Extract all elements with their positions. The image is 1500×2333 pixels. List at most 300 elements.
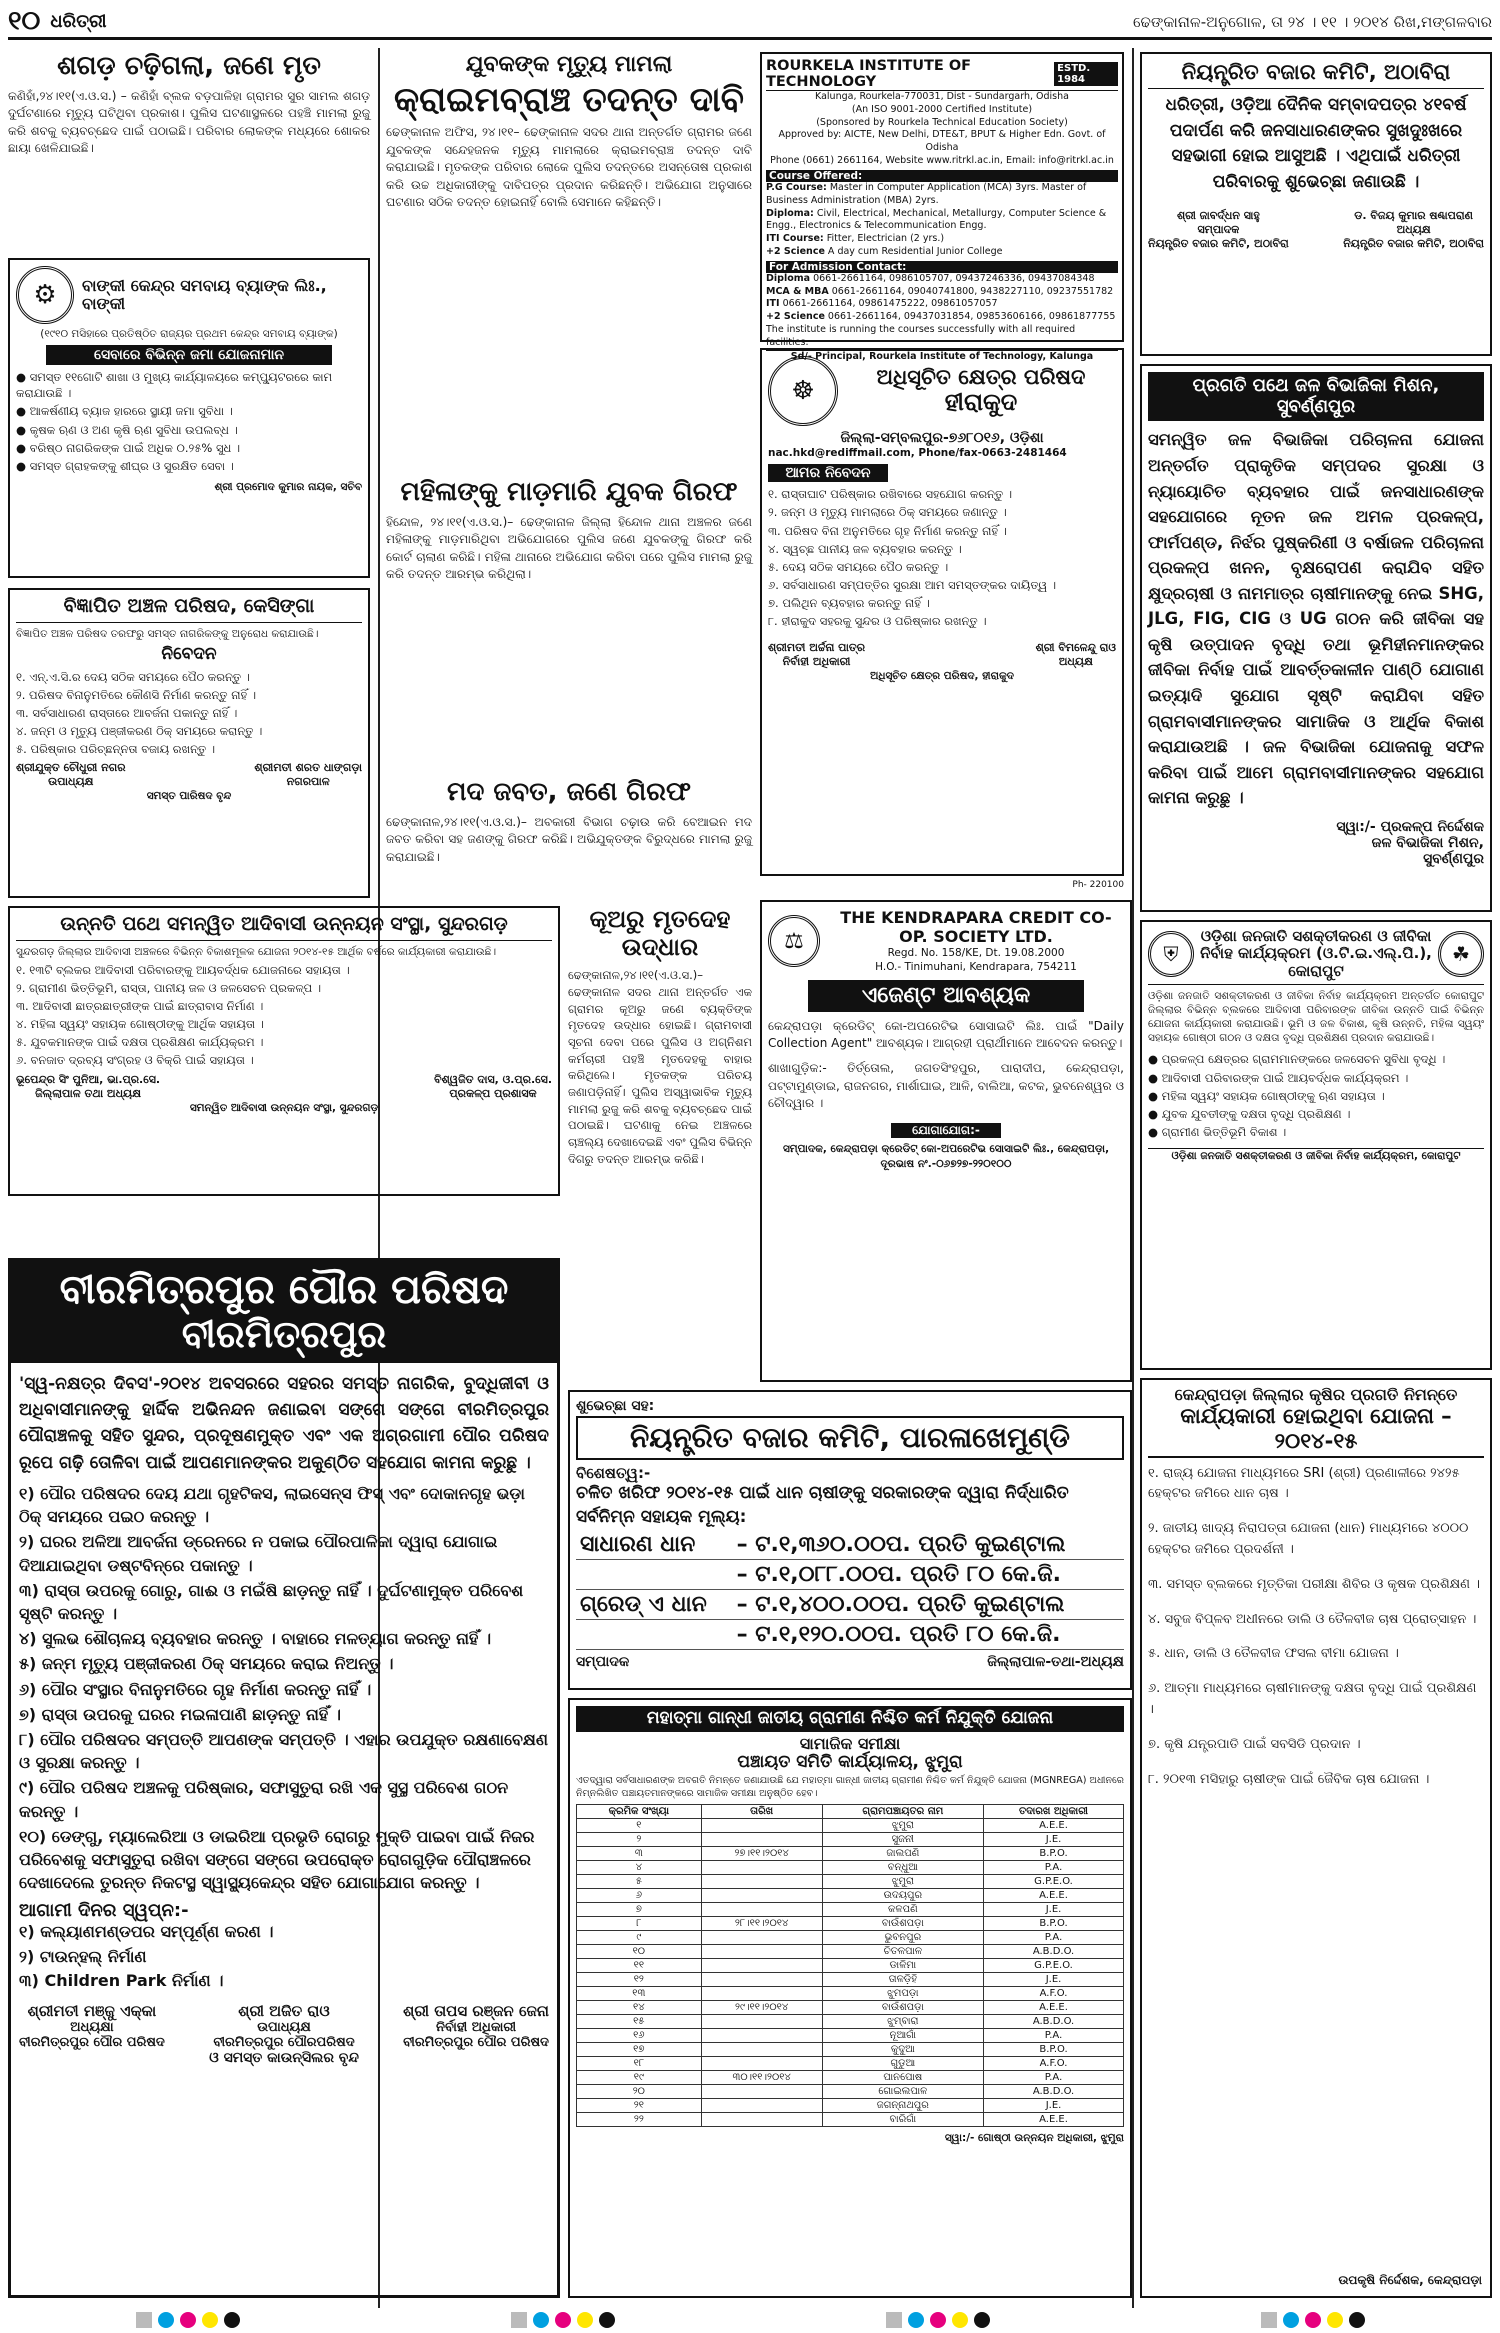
notice-list — [19, 1482, 549, 1894]
signatory-role: ସମ୍ପାଦକ — [576, 1653, 630, 1670]
otelp-koraput-ad — [1140, 920, 1492, 1370]
info-key: Diploma — [766, 272, 811, 284]
table-cell — [701, 1945, 822, 1959]
table-row — [577, 2001, 1124, 2015]
ad-intro: ଏତଦ୍ୱାରା ସର୍ବସାଧାରଣଙ୍କ ଅବଗତି ନିମନ୍ତେ ଜଣାଯାଉଛି ଯେ ମହାତ୍ମା ଗାନ୍ଧୀ ଜାତୀୟ ଗ୍ରାମୀଣ ନିଶ୍ଚିତ କର୍ମ ନିଯୁକ୍ତି ଯୋଜନା (MGNREGA) ଅଧୀନରେ ନିମ୍ନଲିଖିତ ପଞ୍ଚାୟତମାନଙ୍କରେ ସାମାଜିକ ସମୀକ୍ଷା ଅନୁଷ୍ଠିତ ହେବ। — [576, 1775, 1124, 1800]
table-row — [577, 2015, 1124, 2029]
address-line: (Sponsored by Rourkela Technical Education Society) — [816, 116, 1068, 128]
table-cell: ୧୬ — [577, 2029, 702, 2043]
news-cart-accident — [8, 52, 370, 282]
table-row — [576, 1530, 1124, 1560]
color-bar — [1261, 2312, 1365, 2328]
ad-footer: ଅଧିସୂଚିତ କ୍ଷେତ୍ର ପରିଷଦ, ହୀରାକୁଦ — [870, 670, 1014, 683]
ad-title: ଓଡ଼ିଶା ଜନଜାତି ସଶକ୍ତୀକରଣ ଓ ଜୀବିକା ନିର୍ବାହ କାର୍ଯ୍ୟକ୍ରମ (ଓ.ଟି.ଇ.ଏଲ୍.ପି.), କୋରାପୁଟ — [1200, 927, 1432, 980]
ad-banner: ସେବାରେ ବିଭିନ୍ନ ଜମା ଯୋଜନାମାନ — [46, 345, 332, 365]
dateline: ଢେଙ୍କାନାଳ-ଅନୁଗୋଳ, ତା ୨୪ । ୧୧ । ୨୦୧୪ ରିଖ,ମଙ୍ଗଳବାର — [1133, 12, 1492, 31]
info-value: A day cum Residential Junior College — [827, 245, 1003, 257]
table-cell: J.E. — [984, 1973, 1124, 1987]
list-item: ୩. ପରିଷଦ ବିନା ଅନୁମତିରେ ଗୃହ ନିର୍ମାଣ କରନ୍ତୁ ନାହିଁ । — [768, 523, 1007, 538]
kendrapara-credit-ad — [760, 900, 1132, 1382]
color-dot — [577, 2312, 593, 2328]
notice-heading: ନିବେଦନ — [161, 644, 217, 665]
bank-logo-icon: ⚙ — [16, 266, 74, 324]
course-list — [766, 182, 1118, 259]
table-cell: P.A. — [984, 1861, 1124, 1875]
signatory-name: ଶ୍ରୀ ବିମଳେନ୍ଦୁ ରାଓ — [1035, 641, 1116, 655]
table-cell: ୨୯।୧୧।୨୦୧୪ — [701, 2001, 822, 2015]
table-cell: ୧୨ — [577, 1973, 702, 1987]
table-row — [576, 1559, 1124, 1589]
ad-body: ଚଳିତ ଖରିଫ ୨୦୧୪-୧୫ ପାଇଁ ଧାନ ଚାଷୀଙ୍କୁ ସରକାରଙ୍କ ଦ୍ୱାରା ନିର୍ଦ୍ଧାରିତ ସର୍ବନିମ୍ନ ସହାୟକ ମୂଲ୍ୟ: — [576, 1483, 1069, 1527]
contact-info: nac.hkd@rediffmail.com, Phone/fax-0663-2481464 — [768, 447, 1067, 460]
table-row — [577, 2071, 1124, 2085]
grey-swatch — [511, 2312, 527, 2328]
info-key: P.G Course: — [766, 181, 827, 193]
signatory-name: ଭୂପେନ୍ଦ୍ର ସିଂ ପୁନିଆ, ଭା.ପ୍ର.ସେ. — [16, 1072, 161, 1086]
hirakud-nac-ad — [760, 348, 1124, 876]
color-dot — [1349, 2312, 1365, 2328]
district: ଜିଲ୍ଲା-ସମ୍ବଲପୁର-୭୬୮୦୧୬, ଓଡ଼ିଶା — [840, 430, 1044, 446]
ad-body: ଓଡ଼ିଶା ଜନଜାତି ସଶକ୍ତୀକରଣ ଓ ଜୀବିକା ନିର୍ବାହ କାର୍ଯ୍ୟକ୍ରମ ଅନ୍ତର୍ଗତ କୋରାପୁଟ ଜିଲ୍ଲାର ବିଭିନ୍ନ ବ୍ଲକରେ ଆଦିବାସୀ ପରିବାରଙ୍କ ଜୀବିକା ଉନ୍ନତି ପାଇଁ ବିଭିନ୍ନ ଯୋଜନା କାର୍ଯ୍ୟକାରୀ କରାଯାଉଛି। ଭୂମି ଓ ଜଳ ବିକାଶ, କୃଷି ଉନ୍ନତି, ମହିଳା ସ୍ୱୟଂ ସହାୟକ ଗୋଷ୍ଠୀ ଗଠନ ଓ ଦକ୍ଷତା ବୃଦ୍ଧି ପ୍ରଶିକ୍ଷଣ ପ୍ରଦାନ କରାଯାଉଛି। — [1148, 989, 1484, 1045]
table-row — [577, 2085, 1124, 2099]
signature: ଶ୍ରୀ ପ୍ରମୋଦ କୁମାର ନାୟକ, ସଚିବ — [214, 480, 362, 493]
table-cell — [701, 2029, 822, 2043]
table-cell: ୧୪ — [577, 2001, 702, 2015]
news-youth-arrested — [386, 478, 752, 768]
info-row — [766, 246, 1118, 259]
ad-title-place: ହୀରାକୁଦ — [944, 388, 1018, 417]
info-row — [766, 182, 1118, 208]
color-bar — [511, 2312, 615, 2328]
signatory-name: ଶ୍ରୀମତୀ ଅର୍ଚ୍ଚନା ପାତ୍ର — [768, 641, 866, 655]
signatory-role: ଅଧ୍ୟକ୍ଷ — [1058, 655, 1093, 669]
list-item: ୧) ପୌର ପରିଷଦର ଦେୟ ଯଥା ଗୃହଟିକସ, ଲାଇସେନ୍ସ ଫିସ୍ ଏବଂ ଦୋକାନଗୃହ ଭଡ଼ା ଠିକ୍ ସମୟରେ ପଇଠ କରନ୍ତୁ । — [19, 1484, 525, 1527]
list-item: ୫. ଧାନ, ଡାଲି ଓ ତୈଳବୀଜ ଫସଲ ବୀମା ଯୋଜନା । — [1148, 1646, 1399, 1662]
emblem-icon: ⛨ — [1148, 931, 1194, 977]
list-item: ୧. ରାଜ୍ୟ ଯୋଜନା ମାଧ୍ୟମରେ SRI (ଶ୍ରୀ) ପ୍ରଣାଳୀରେ ୨୪୨୫ ହେକ୍ଟର ଜମିରେ ଧାନ ଚାଷ । — [1148, 1465, 1460, 1502]
table-cell: ୪ — [577, 1861, 702, 1875]
info-key: ITI — [766, 298, 780, 310]
signatory-org: ବୀରମିତ୍ରପୁର ପୌର ପରିଷଦ — [19, 2035, 165, 2051]
table-cell: ୨୭।୧୧।୨୦୧୪ — [701, 1847, 822, 1861]
signatory-role: ଅଧ୍ୟକ୍ଷ — [1396, 223, 1431, 237]
table-cell: ୨୦ — [577, 2085, 702, 2099]
scheme-list — [16, 962, 552, 1069]
table-row — [576, 1619, 1124, 1649]
kicker: ଯୁବକଙ୍କ ମୃତ୍ୟୁ ମାମଲା — [465, 52, 673, 77]
table-row — [577, 2099, 1124, 2113]
notice-heading: ଆମର ନିବେଦନ — [768, 464, 888, 482]
contact-info: ସମ୍ପାଦକ, କେନ୍ଦ୍ରାପଡ଼ା କ୍ରେଡିଟ୍ କୋ-ଅପରେଟିଭ ସୋସାଇଟି ଲିଃ., କେନ୍ଦ୍ରାପଡ଼ା, ଦୂରଭାଷ ନଂ.-୦୬୭୨୭-୨୨୦୧୦୦ — [782, 1143, 1110, 1170]
list-item: ୩. ସମସ୍ତ ବ୍ଲକରେ ମୃତ୍ତିକା ପରୀକ୍ଷା ଶିବିର ଓ କୃଷକ ପ୍ରଶିକ୍ଷଣ । — [1148, 1576, 1480, 1592]
banki-bank-ad — [8, 258, 370, 578]
table-cell — [701, 2057, 822, 2071]
info-value: 0661-2661164, 09040741800, 9438227110, 09237551782 — [831, 285, 1114, 297]
table-cell: A.F.O. — [984, 2057, 1124, 2071]
emblem-icon: ☘ — [1438, 931, 1484, 977]
ad-footer: ଓଡ଼ିଶା ଜନଜାତି ସଶକ୍ତୀକରଣ ଓ ଜୀବିକା ନିର୍ବାହ କାର୍ଯ୍ୟକ୍ରମ, କୋରାପୁଟ — [1148, 1148, 1484, 1163]
article-body: କଣିହାଁ,୨୪।୧୧(ଏ.ଓ.ସ.) – କଣିହାଁ ବ୍ଲକ ବଡ଼ପାଳିହା ଗ୍ରାମର ସୁର ସାମଲ ଶଗଡ଼ ଦୁର୍ଘଟଣାରେ ମୃତ୍ୟୁ ଘଟିଥିବା ପ୍ରକାଶ। ପୁଲିସ ଘଟଣାସ୍ଥଳରେ ପହଞ୍ଚି ମାମଲା ରୁଜୁ କରି ଶବକୁ ବ୍ୟବଚ୍ଛେଦ ପାଇଁ ପଠାଇଛି। ପରିବାର ଲୋକଙ୍କ ମଧ୍ୟରେ ଶୋକର ଛାୟା ଖେଳିଯାଇଛି। — [8, 88, 370, 156]
address-line: Kalunga, Rourkela-770031, Dist - Sundargarh, Odisha — [815, 91, 1069, 102]
table-cell — [701, 2015, 822, 2029]
print-registration-marks — [0, 2306, 1500, 2333]
info-row — [766, 286, 1118, 299]
list-item: ୪. ସ୍ୱଚ୍ଛ ପାନୀୟ ଜଳ ବ୍ୟବହାର କରନ୍ତୁ । — [768, 541, 962, 556]
list-item: ୨. ଗ୍ରାମୀଣ ଭିତ୍ତିଭୂମି, ରାସ୍ତା, ପାନୀୟ ଜଳ ଓ ଜଳସେଚନ ପ୍ରକଳ୍ପ । — [16, 981, 322, 996]
signatory-org: ନିୟନ୍ତ୍ରିତ ବଜାର କମିଟି, ଅଠାବିରା — [1343, 237, 1484, 251]
list-item: ୧. ଏନ୍.ଏ.ସି.ର ଦେୟ ସଠିକ ସମୟରେ ପୈଠ କରନ୍ତୁ । — [16, 669, 250, 684]
table-cell: ଝୁମୁରା — [822, 1875, 983, 1889]
table-cell: ବନ୍ଧୁଆ — [822, 1861, 983, 1875]
list-item: ୩) Children Park ନିର୍ମାଣ । — [19, 1971, 224, 1991]
list-item: ● ପ୍ରକଳ୍ପ କ୍ଷେତ୍ରର ଗ୍ରାମମାନଙ୍କରେ ଜଳସେଚନ ସୁବିଧା ବୃଦ୍ଧି । — [1148, 1052, 1446, 1067]
table-cell: କଳପଣି — [822, 1903, 983, 1917]
ad-intro: 'ସ୍ୱ-ନକ୍ଷତ୍ର ଦିବସ'-୨୦୧୪ ଅବସରରେ ସହରର ସମସ୍ତ ନାଗରିକ, ବୁଦ୍ଧିଜୀବୀ ଓ ଅଧିବାସୀମାନଙ୍କୁ ହାର୍ଦ୍ଦିକ ଅଭିନନ୍ଦନ ଜଣାଇବା ସଙ୍ଗେ ସଙ୍ଗେ ବୀରମିତ୍ରପୁର ପୌରାଞ୍ଚଳକୁ ସହିତ ସୁନ୍ଦର, ପ୍ରଦୂଷଣମୁକ୍ତ ଏବଂ ଏକ ଅଗ୍ରଗାମୀ ପୌର ପରିଷଦ ରୂପେ ଗଢ଼ି ତୋଳିବା ପାଇଁ ଆପଣମାନଙ୍କର ଅକୁଣ୍ଠିତ ସହଯୋଗ କାମନା କରୁଛୁ । — [19, 1373, 549, 1473]
grade-cell: ଗ୍ରେଡ୍ ଏ ଧାନ — [576, 1589, 733, 1619]
table-cell: J.E. — [984, 1903, 1124, 1917]
signatory-role: ଜିଲ୍ଲାପାଳ ତଥା ଅଧ୍ୟକ୍ଷ — [35, 1086, 142, 1100]
table-cell — [701, 1833, 822, 1847]
table-cell: ୫ — [577, 1875, 702, 1889]
info-key: +2 Science — [766, 245, 825, 257]
list-item: ୨. ଜାତୀୟ ଖାଦ୍ୟ ନିରାପତ୍ତା ଯୋଜନା (ଧାନ) ମାଧ୍ୟମରେ ୪୦୦୦ ହେକ୍ଟର ଜମିରେ ପ୍ରଦର୍ଶନୀ । — [1148, 1521, 1469, 1558]
color-dot — [180, 2312, 196, 2328]
color-dot — [1283, 2312, 1299, 2328]
table-cell: ୨୧ — [577, 2099, 702, 2113]
signature-place: ସୁବର୍ଣ୍ଣପୁର — [1423, 850, 1484, 867]
info-row — [766, 311, 1118, 324]
signature: ସ୍ୱା:/- ପ୍ରକଳ୍ପ ନିର୍ଦ୍ଦେଶକ — [1336, 818, 1484, 835]
table-cell — [701, 1819, 822, 1833]
table-row — [577, 2113, 1124, 2127]
signatory-name: ଶ୍ରୀମତୀ ଶରତ ଧାଙ୍ଗଡ଼ା — [254, 761, 362, 775]
headline: ଶଗଡ଼ ଚଢ଼ିଗଲା, ଜଣେ ମୃତ — [57, 51, 321, 81]
table-row — [577, 2043, 1124, 2057]
table-cell: ସୁଜନୀ — [822, 1833, 983, 1847]
color-dot — [930, 2312, 946, 2328]
signatory-name: ଶ୍ରୀ ଜାବର୍ଦ୍ଧନ ସାହୁ — [1176, 209, 1260, 223]
list-item: ୧୦) ଡେଙ୍ଗୁ, ମ୍ୟାଲେରିଆ ଓ ଡାଇରିଆ ପ୍ରଭୃତି ରୋଗରୁ ମୁକ୍ତି ପାଇବା ପାଇଁ ନିଜର ପରିବେଶକୁ ସଫାସୁତୁରା ରଖିବା ସଙ୍ଗେ ସଙ୍ଗେ ଉପରୋକ୍ତ ରୋଗଗୁଡ଼ିକ ପୌରାଞ୍ଚଳରେ ଦେଖାଦେଲେ ତୁରନ୍ତ ନିକଟସ୍ଥ ସ୍ୱାସ୍ଥ୍ୟକେନ୍ଦ୍ର ସହିତ ଯୋଗାଯୋଗ କରନ୍ତୁ । — [19, 1826, 535, 1893]
list-item: ● ଆଦିବାସୀ ପରିବାରଙ୍କ ପାଇଁ ଆୟବର୍ଦ୍ଧକ କାର୍ଯ୍ୟକ୍ରମ । — [1148, 1070, 1409, 1085]
table-cell — [701, 1889, 822, 1903]
table-cell: ୧୮ — [577, 2057, 702, 2071]
ad-title: ଅଧିସୂଚିତ କ୍ଷେତ୍ର ପରିଷଦ — [876, 365, 1086, 390]
signatory-name: ଶ୍ରୀଯୁକ୍ତ ଚୌଧୁରୀ ନଗର — [16, 761, 126, 775]
table-cell: A.E.E. — [984, 1889, 1124, 1903]
info-key: ITI Course: — [766, 233, 824, 245]
headline: ମହିଳାଙ୍କୁ ମାଡ଼ମାରି ଯୁବକ ଗିରଫ — [400, 477, 738, 507]
ad-title: ନିୟନ୍ତ୍ରିତ ବଜାର କମିଟି, ଅଠାବିରା — [1181, 60, 1451, 84]
signatory-role: ସମ୍ପାଦକ — [1197, 223, 1240, 237]
table-row — [577, 1903, 1124, 1917]
ad-subtitle: (୧୯୧୦ ମସିହାରେ ପ୍ରତିଷ୍ଠିତ ରାଜ୍ୟର ପ୍ରଥମ କେନ୍ଦ୍ର ସମବାୟ ବ୍ୟାଙ୍କ) — [40, 328, 338, 340]
signatory-role: ନିର୍ବାହୀ ଅଧିକାରୀ — [782, 655, 851, 669]
ad-subtitle: ସାମାଜିକ ସମୀକ୍ଷା — [799, 1733, 901, 1753]
ad-office: ପଞ୍ଚାୟତ ସମିତି କାର୍ଯ୍ୟାଳୟ, ଝୁମୁରା — [737, 1751, 963, 1772]
table-row — [577, 1973, 1124, 1987]
society-logo-icon: ⚖ — [768, 915, 820, 967]
table-cell: ଜାଲପଣି — [822, 1847, 983, 1861]
table-row — [577, 1959, 1124, 1973]
list-item: ୧) କଲ୍ୟାଣମଣ୍ଡପର ସମ୍ପୂର୍ଣ୍ଣ କରଣ । — [19, 1922, 274, 1942]
list-item: ୬. ବନଜାତ ଦ୍ରବ୍ୟ ସଂଗ୍ରହ ଓ ବିକ୍ରି ପାଇଁ ସହାୟତା । — [16, 1053, 254, 1068]
article-body: ଢେଙ୍କାନାଳ,୨୪।୧୧(ଏ.ଓ.ସ.)– ଅବକାରୀ ବିଭାଗ ଚଢ଼ାଉ କରି ବେଆଇନ ମଦ ଜବତ କରିବା ସହ ଜଣଙ୍କୁ ଗିରଫ କରିଛି। ଅଭିଯୁକ୍ତଙ୍କ ବିରୁଦ୍ଧରେ ମାମଲା ରୁଜୁ କରାଯାଇଛି। — [386, 814, 752, 864]
list-item: ୫. ଦେୟ ସଠିକ ସମୟରେ ପୈଠ କରନ୍ତୁ । — [768, 559, 949, 574]
list-item: ୬. ଆତ୍ମା ମାଧ୍ୟମରେ ଚାଷୀମାନଙ୍କୁ ଦକ୍ଷତା ବୃଦ୍ଧି ପାଇଁ ପ୍ରଶିକ୍ଷଣ । — [1148, 1681, 1477, 1718]
signatory-org: ନିୟନ୍ତ୍ରିତ ବଜାର କମିଟି, ଅଠାବିରା — [1148, 237, 1289, 251]
table-cell — [701, 2085, 822, 2099]
address-line: (An ISO 9001-2000 Certified Institute) — [851, 103, 1033, 115]
section-label: For Admission Contact: — [766, 261, 1118, 273]
info-row — [766, 273, 1118, 286]
contact-label: ଯୋଗାଯୋଗ:- — [891, 1123, 1001, 1139]
ad-intro: ସୁନ୍ଦରଗଡ଼ ଜିଲ୍ଲାର ଆଦିବାସୀ ଅଞ୍ଚଳରେ ବିଭିନ୍ନ ବିକାଶମୂଳକ ଯୋଜନା ୨୦୧୪-୧୫ ଆର୍ଥିକ ବର୍ଷରେ କାର୍ଯ୍ୟକାରୀ କରାଯାଉଛି। — [16, 945, 497, 958]
ad-code: Ph- 220100 — [1072, 880, 1124, 890]
ad-title: ବାଙ୍କୀ କେନ୍ଦ୍ର ସମବାୟ ବ୍ୟାଙ୍କ ଲିଃ., ବାଙ୍କୀ — [82, 275, 327, 313]
address-line: Phone (0661) 2661164, Website www.ritrkl.ac.in, Email: info@ritrkl.ac.in — [770, 155, 1114, 167]
grey-swatch — [136, 2312, 152, 2328]
kendrapara-agri-ad — [1140, 1378, 1492, 2298]
ad-banner: ଏଜେଣ୍ଟ ଆବଶ୍ୟକ — [808, 980, 1084, 1011]
table-cell: A.B.D.O. — [984, 2085, 1124, 2099]
table-cell: A.E.E. — [984, 1819, 1124, 1833]
list-item: ୫. ଯୁବକମାନଙ୍କ ପାଇଁ ଦକ୍ଷତା ପ୍ରଶିକ୍ଷଣ କାର୍ଯ୍ୟକ୍ରମ । — [16, 1035, 264, 1050]
reg-no: Regd. No. 158/KE, Dt. 19.08.2000 — [887, 947, 1065, 959]
info-row — [766, 233, 1118, 246]
section-label: Course Offered: — [766, 170, 1118, 182]
table-cell: ଡାଳିମା — [822, 1959, 983, 1973]
info-key: +2 Science — [766, 311, 825, 323]
table-cell — [701, 1875, 822, 1889]
table-cell: ୧୩ — [577, 1987, 702, 2001]
table-cell: ୧୫ — [577, 2015, 702, 2029]
future-list — [19, 1921, 549, 1992]
info-value: Master in Computer Application (MCA) 3yrs. Master of Business Administration (MBA) 2yrs. — [766, 181, 1087, 206]
color-dot — [599, 2312, 615, 2328]
table-cell: ୧୦ — [577, 1945, 702, 1959]
paralakhemundi-market-ad — [568, 1390, 1132, 1690]
list-item: ୪. ଜନ୍ମ ଓ ମୃତ୍ୟୁ ପଞ୍ଜୀକରଣ ଠିକ୍ ସମୟରେ କରାନ୍ତୁ । — [16, 723, 263, 738]
head-office: H.O.- Tinimuhani, Kendrapara, 754211 — [875, 961, 1077, 974]
page-number: ୧୦ — [8, 6, 41, 36]
signatory-org: ବୀରମିତ୍ରପୁର ପୌର ପରିଷଦ — [403, 2035, 549, 2051]
list-item: ● ସମସ୍ତ ୧୧ଗୋଟି ଶାଖା ଓ ମୁଖ୍ୟ କାର୍ଯ୍ୟାଳୟରେ କମ୍ପ୍ୟୁଟରରେ କାମ କରାଯାଉଛି । — [16, 370, 333, 401]
table-row — [577, 1861, 1124, 1875]
column-rule — [1132, 48, 1134, 2308]
table-cell: ୧ — [577, 1819, 702, 1833]
table-cell — [701, 1931, 822, 1945]
table-row — [577, 1917, 1124, 1931]
info-value: Fitter, Electrician (2 yrs.) — [826, 233, 945, 245]
color-dot — [952, 2312, 968, 2328]
list-item: ● ସମସ୍ତ ଗ୍ରାହକଙ୍କୁ ଶୀଘ୍ର ଓ ସୁରକ୍ଷିତ ସେବା । — [16, 458, 234, 473]
table-cell: ୬ — [577, 1889, 702, 1903]
article-body: ଢେଙ୍କାନାଳ,୨୪।୧୧(ଏ.ଓ.ସ.)– ଢେଙ୍କାନାଳ ସଦର ଥାନା ଅନ୍ତର୍ଗତ ଏକ ଗ୍ରାମର କୂଅରୁ ଜଣେ ବ୍ୟକ୍ତିଙ୍କ ମୃତଦେହ ଉଦ୍ଧାର ହୋଇଛି। ଗ୍ରାମବାସୀ ସୂଚନା ଦେବା ପରେ ପୁଲିସ ଓ ଅଗ୍ନିଶମ କର୍ମଚାରୀ ପହଞ୍ଚି ମୃତଦେହକୁ ବାହାର କରିଥିଲେ। ମୃତକଙ୍କ ପରିଚୟ ଜଣାପଡ଼ିନାହିଁ। ପୁଲିସ ଅସ୍ୱାଭାବିକ ମୃତ୍ୟୁ ମାମଲା ରୁଜୁ କରି ଶବକୁ ବ୍ୟବଚ୍ଛେଦ ପାଇଁ ପଠାଇଛି। ଘଟଣାକୁ ନେଇ ଅଞ୍ଚଳରେ ଚାଞ୍ଚଲ୍ୟ ଦେଖାଦେଇଛି ଏବଂ ପୁଲିସ ବିଭିନ୍ନ ଦିଗରୁ ତଦନ୍ତ ଆରମ୍ଭ କରିଛି। — [568, 968, 752, 1166]
ad-title: ବିଜ୍ଞାପିତ ଅଞ୍ଚଳ ପରିଷଦ, କେସିଙ୍ଗା — [63, 595, 315, 617]
table-cell — [701, 1959, 822, 1973]
grey-swatch — [1261, 2312, 1277, 2328]
table-cell: J.E. — [984, 1833, 1124, 1847]
list-item: ● ମହିଳା ସ୍ୱୟଂ ସହାୟକ ଗୋଷ୍ଠୀଙ୍କୁ ଋଣ ସହାୟତା । — [1148, 1088, 1385, 1103]
table-cell: P.A. — [984, 2071, 1124, 2085]
table-cell: ୩୦।୧୧।୨୦୧୪ — [701, 2071, 822, 2085]
info-key: MCA & MBA — [766, 285, 829, 297]
color-dot — [555, 2312, 571, 2328]
table-row — [577, 2057, 1124, 2071]
info-row — [766, 298, 1118, 311]
table-cell — [701, 2099, 822, 2113]
list-item: ● କୃଷକ ଋଣ ଓ ଅଣ କୃଷି ଋଣ ସୁବିଧା ଉପଲବ୍ଧ । — [16, 422, 238, 437]
signatory-role: ଉପାଧ୍ୟକ୍ଷ — [257, 2020, 311, 2036]
keshinga-nac-ad — [8, 588, 370, 898]
price-cell: – ଟ.୧,୩୬୦.୦୦ପ. ପ୍ରତି କୁଇଣ୍ଟାଲ — [733, 1530, 1124, 1560]
signatory-role: ଅଧ୍ୟକ୍ଷା — [70, 2020, 114, 2036]
news-crimebranch-demand — [386, 52, 752, 472]
scheme-list — [1148, 1464, 1484, 1791]
ad-title: ଉନ୍ନତି ପଥେ ସମନ୍ୱିତ ଆଦିବାସୀ ଉନ୍ନୟନ ସଂସ୍ଥା, ସୁନ୍ଦରଗଡ଼ — [60, 913, 508, 935]
society-name: THE KENDRAPARA CREDIT CO-OP. SOCIETY LTD. — [840, 908, 1112, 946]
article-body: ଢେଙ୍କାନାଳ ଅଫିସ, ୨୪।୧୧– ଢେଙ୍କାନାଳ ସଦର ଥାନା ଅନ୍ତର୍ଗତ ଗ୍ରାମର ଜଣେ ଯୁବକଙ୍କ ସନ୍ଦେହଜନକ ମୃତ୍ୟୁ ମାମଲାରେ କ୍ରାଇମବ୍ରାଞ୍ଚ ତଦନ୍ତ ଦାବି କରାଯାଇଛି। ମୃତକଙ୍କ ପରିବାର ଲୋକେ ପୁଲିସ ତଦନ୍ତରେ ଅସନ୍ତୋଷ ପ୍ରକାଶ କରି ଉଚ୍ଚ ଅଧିକାରୀଙ୍କୁ ଦାବିପତ୍ର ପ୍ରଦାନ କରିଛନ୍ତି। ଅଭିଯୋଗ ଅନୁସାରେ ଘଟଣାର ସଠିକ ତଦନ୍ତ ହୋଇନାହିଁ ବୋଲି ସେମାନେ କହିଛନ୍ତି। — [386, 125, 752, 209]
table-cell: ବାରିଗାଁ — [822, 2113, 983, 2127]
table-cell: ୭ — [577, 1903, 702, 1917]
table-cell: ଗୁଡୁଆ — [822, 2057, 983, 2071]
ad-footer: ଓ ସମସ୍ତ କାଉନ୍‌ସିଲର ବୃନ୍ଦ — [209, 2050, 359, 2067]
table-cell: ଝୁମ୍ବାରା — [822, 2015, 983, 2029]
table-cell: G.P.E.O. — [984, 1875, 1124, 1889]
table-cell: ଗୋଇଲପାଳ — [822, 2085, 983, 2099]
table-cell — [701, 1987, 822, 2001]
table-cell: ୩ — [577, 1847, 702, 1861]
news-liquor-seized — [386, 778, 752, 898]
price-cell: – ଟ.୧,୦୮୮.୦୦ପ. ପ୍ରତି ୮୦ କେ.ଜି. — [733, 1559, 1124, 1589]
color-dot — [158, 2312, 174, 2328]
institute-name: ROURKELA INSTITUTE OF TECHNOLOGY — [766, 58, 972, 90]
list-item: ୭. ପଲିଥିନ ବ୍ୟବହାର କରନ୍ତୁ ନାହିଁ । — [768, 595, 930, 610]
ad-title: ପ୍ରଗତି ପଥେ ଜଳ ବିଭାଜିକା ମିଶନ, ସୁବର୍ଣ୍ଣପୁର — [1148, 372, 1484, 421]
list-item: ● ଆକର୍ଷଣୀୟ ବ୍ୟାଜ ହାରରେ ସ୍ଥାୟୀ ଜମା ସୁବିଧା । — [16, 404, 233, 419]
price-cell: – ଟ.୧,୪୦୦.୦୦ପ. ପ୍ରତି କୁଇଣ୍ଟାଲ — [733, 1589, 1124, 1619]
info-value: 0661-2661164, 09861475222, 09861057057 — [782, 298, 998, 310]
list-item: ୪) ସୁଲଭ ଶୌଚାଳୟ ବ୍ୟବହାର କରନ୍ତୁ । ବାହାରେ ମଳତ୍ୟାଗ କରନ୍ତୁ ନାହିଁ । — [19, 1629, 492, 1649]
info-value: 0661-2661164, 09437031854, 09853606166, 09861877755 — [827, 311, 1116, 323]
list-item: ୬. ସର୍ବସାଧାରଣ ସମ୍ପତ୍ତିର ସୁରକ୍ଷା ଆମ ସମସ୍ତଙ୍କର ଦାୟିତ୍ୱ । — [768, 577, 1057, 592]
table-cell: ୧୭ — [577, 2043, 702, 2057]
list-item: ୨. ପରିଷଦ ବିନାନୁମତିରେ କୌଣସି ନିର୍ମାଣ କରନ୍ତୁ ନାହିଁ । — [16, 687, 257, 702]
list-item: ● ଯୁବକ ଯୁବତୀଙ୍କୁ ଦକ୍ଷତା ବୃଦ୍ଧି ପ୍ରଶିକ୍ଷଣ । — [1148, 1106, 1351, 1121]
address-line: Approved by: AICTE, New Delhi, DTE&T, BPUT & Higher Edn. Govt. of Odisha — [778, 129, 1106, 154]
ad-subtitle: କେନ୍ଦ୍ରାପଡ଼ା ଜିଲ୍ଲାର କୃଷିର ପ୍ରଗତି ନିମନ୍ତେ — [1174, 1385, 1458, 1404]
ad-footer: ସମସ୍ତ ପାରିଷଦ ବୃନ୍ଦ — [146, 790, 232, 803]
table-cell: P.A. — [984, 2029, 1124, 2043]
headline: କ୍ରାଇମବ୍ରାଞ୍ଚ ତଦନ୍ତ ଦାବି — [394, 80, 744, 121]
color-bar — [136, 2312, 240, 2328]
ad-body: ଧରିତ୍ରୀ, ଓଡ଼ିଆ ଦୈନିକ ସମ୍ବାଦପତ୍ର ୪୧ବର୍ଷ ପଦାର୍ପଣ କରି ଜନସାଧାରଣଙ୍କର ସୁଖଦୁଃଖରେ ସହଭାଗୀ ହୋଇ ଆସୁଅଛି । ଏଥିପାଇଁ ଧରିତ୍ରୀ ପରିବାରକୁ ଶୁଭେଚ୍ଛା ଜଣାଉଛି । — [1165, 95, 1467, 192]
table-cell: ନୂଆଗାଁ — [822, 2029, 983, 2043]
list-item: ୮. ହୀରାକୁଦ ସହରକୁ ସୁନ୍ଦର ଓ ପରିଷ୍କାର ରଖନ୍ତୁ । — [768, 614, 987, 629]
tagline: The institute is running the courses successfully with all required facilities. — [766, 324, 1076, 348]
signatory-name: ଶ୍ରୀମତୀ ମଞ୍ଜୁ ଏକ୍କା — [27, 2002, 157, 2021]
table-cell: ଜଗନ୍ନାଥପୁର — [822, 2099, 983, 2113]
ad-title: ନିୟନ୍ତ୍ରିତ ବଜାର କମିଟି, ପାରଳାଖେମୁଣ୍ଡି — [576, 1416, 1124, 1460]
table-cell: B.P.O. — [984, 2043, 1124, 2057]
signatory-role: ନଗରପାଳ — [286, 775, 330, 789]
list-item: ୧. ୧୩ଟି ବ୍ଲକର ଆଦିବାସୀ ପରିବାରଙ୍କୁ ଆୟବର୍ଦ୍ଧକ ଯୋଜନାରେ ସହାୟତା । — [16, 963, 350, 978]
column-header: କ୍ରମିକ ସଂଖ୍ୟା — [577, 1805, 702, 1819]
ad-footer: ସମନ୍ୱିତ ଆଦିବାସୀ ଉନ୍ନୟନ ସଂସ୍ଥା, ସୁନ୍ଦରଗଡ଼ — [189, 1101, 379, 1114]
mgnrega-social-audit-ad — [568, 1698, 1132, 2298]
table-row — [577, 1931, 1124, 1945]
table-cell — [701, 1861, 822, 1875]
list-item: ୨) ଘରର ଅଳିଆ ଆବର୍ଜନା ଡ୍ରେନରେ ନ ପକାଇ ପୌରପାଳିକା ଦ୍ୱାରା ଯୋଗାଇ ଦିଆଯାଇଥିବା ଡଷ୍ଟବିନ୍‌ରେ ପକାନ୍ତୁ । — [19, 1532, 498, 1575]
table-cell: ୮ — [577, 1917, 702, 1931]
list-item: ୪. ସବୁଜ ବିପ୍ଳବ ଅଧୀନରେ ଡାଲି ଓ ତୈଳବୀଜ ଚାଷ ପ୍ରୋତ୍ସାହନ । — [1148, 1611, 1477, 1627]
signatory-role: ପ୍ରକଳ୍ପ ପ୍ରଶାସକ — [449, 1086, 537, 1100]
table-cell: ୨୮।୧୧।୨୦୧୪ — [701, 1917, 822, 1931]
list-item: ୩) ରାସ୍ତା ଉପରକୁ ଗୋରୁ, ଗାଈ ଓ ମଇଁଷି ଛାଡ଼ନ୍ତୁ ନାହିଁ । ଦୁର୍ଘଟଣାମୁକ୍ତ ପରିବେଶ ସୃଷ୍ଟି କରନ୍ତୁ । — [19, 1580, 524, 1623]
article-body: ହିନ୍ଦୋଳ, ୨୪।୧୧(ଏ.ଓ.ସ.)– ଢେଙ୍କାନାଳ ଜିଲ୍ଲା ହିନ୍ଦୋଳ ଥାନା ଅଞ୍ଚଳର ଜଣେ ମହିଳାଙ୍କୁ ମାଡ଼ମାରିଥିବା ଅଭିଯୋଗରେ ପୁଲିସ ଜଣେ ଯୁବକଙ୍କୁ ଗିରଫ କରି କୋର୍ଟ ଚାଲାଣ କରିଛି। ମହିଳା ଥାନାରେ ଅଭିଯୋଗ କରିବା ପରେ ପୁଲିସ ମାମଲା ରୁଜୁ କରି ତଦନ୍ତ ଆରମ୍ଭ କରିଥିଲା। — [386, 514, 752, 582]
signature: ଉପକୃଷି ନିର୍ଦ୍ଦେଶକ, କେନ୍ଦ୍ରାପଡ଼ା — [1338, 2273, 1482, 2287]
watershed-mission-ad — [1140, 364, 1492, 912]
table-cell: P.A. — [984, 1931, 1124, 1945]
table-cell: ୯ — [577, 1931, 702, 1945]
table-cell: କୁଦୁଆ — [822, 2043, 983, 2057]
signatory-role: ଜିଲ୍ଲାପାଳ-ତଥା-ଅଧ୍ୟକ୍ଷ — [987, 1653, 1124, 1670]
table-row — [577, 1987, 1124, 2001]
ad-title-place: ବୀରମିତ୍ରପୁର — [181, 1312, 387, 1356]
column-header: ଗ୍ରାମପଞ୍ଚାୟତର ନାମ — [822, 1805, 983, 1819]
table-row — [576, 1589, 1124, 1619]
ad-title: କାର୍ଯ୍ୟକାରୀ ହୋଇଥିବା ଯୋଜନା – ୨୦୧୪-୧୫ — [1148, 1404, 1484, 1457]
signatory-role: ଉପାଧ୍ୟକ୍ଷ — [48, 775, 94, 789]
list-item: ୪. ମହିଳା ସ୍ୱୟଂ ସହାୟକ ଗୋଷ୍ଠୀଙ୍କୁ ଆର୍ଥିକ ସହାୟତା । — [16, 1017, 264, 1032]
table-cell: B.P.O. — [984, 1917, 1124, 1931]
table-cell: A.E.E. — [984, 2001, 1124, 2015]
info-row — [766, 208, 1118, 234]
table-cell: J.E. — [984, 2099, 1124, 2113]
ad-title: ବୀରମିତ୍ରପୁର ପୌର ପରିଷଦ — [59, 1267, 509, 1313]
table-row — [577, 2029, 1124, 2043]
signatory-name: ଡ. ବିଜୟ କୁମାର ଷଣ୍ଢାପରାଣ — [1354, 209, 1473, 223]
table-cell: A.B.D.O. — [984, 1945, 1124, 1959]
table-row — [577, 1819, 1124, 1833]
signatory-name: ବିଶ୍ୱଜିତ ଦାସ, ଓ.ପ୍ର.ସେ. — [434, 1072, 552, 1086]
list-item: ୧. ରାସ୍ତାଘାଟ ପରିଷ୍କାର ରଖିବାରେ ସହଯୋଗ କରନ୍ତୁ । — [768, 487, 1012, 502]
headline: ମଦ ଜବତ, ଜଣେ ଗିରଫ — [447, 777, 691, 807]
emblem-icon: ☸ — [768, 356, 838, 426]
table-cell: ଉଦୟପୁର — [822, 1889, 983, 1903]
table-cell: G.P.E.O. — [984, 1959, 1124, 1973]
table-cell: B.P.O. — [984, 1847, 1124, 1861]
color-dot — [974, 2312, 990, 2328]
list-item: ୫) ଜନ୍ମ ମୃତ୍ୟୁ ପଞ୍ଜୀକରଣ ଠିକ୍ ସମୟରେ କରାଇ ନିଅନ୍ତୁ । — [19, 1654, 394, 1674]
section-label: ବିଶେଷତ୍ୱ:- — [576, 1464, 651, 1483]
info-value: 0661-2661164, 0986105707, 09437246336, 09437084348 — [813, 272, 1095, 284]
table-cell: ଝୁମୁରା — [822, 1819, 983, 1833]
column-header: ତାରିଖ — [701, 1805, 822, 1819]
bank-services-list — [16, 369, 362, 474]
list-item: ୫. ପରିଷ୍କାର ପରିଚ୍ଛନ୍ନତା ବଜାୟ ରଖନ୍ତୁ । — [16, 741, 216, 756]
estd-badge: ESTD. 1984 — [1054, 62, 1118, 86]
table-row — [577, 1945, 1124, 1959]
color-dot — [908, 2312, 924, 2328]
table-cell: ୨ — [577, 1833, 702, 1847]
signature: Sd/- Principal, Rourkela Institute of Technology, Kalunga — [766, 350, 1118, 364]
grade-cell — [576, 1619, 733, 1649]
table-cell: ଝୁମପଡ଼ା — [822, 1987, 983, 2001]
headline: କୂଅରୁ ମୃତଦେହ ଉଦ୍ଧାର — [589, 905, 731, 961]
list-item: ● ଗ୍ରାମୀଣ ଭିତ୍ତିଭୂମି ବିକାଶ । — [1148, 1124, 1287, 1139]
grade-cell — [576, 1559, 733, 1589]
